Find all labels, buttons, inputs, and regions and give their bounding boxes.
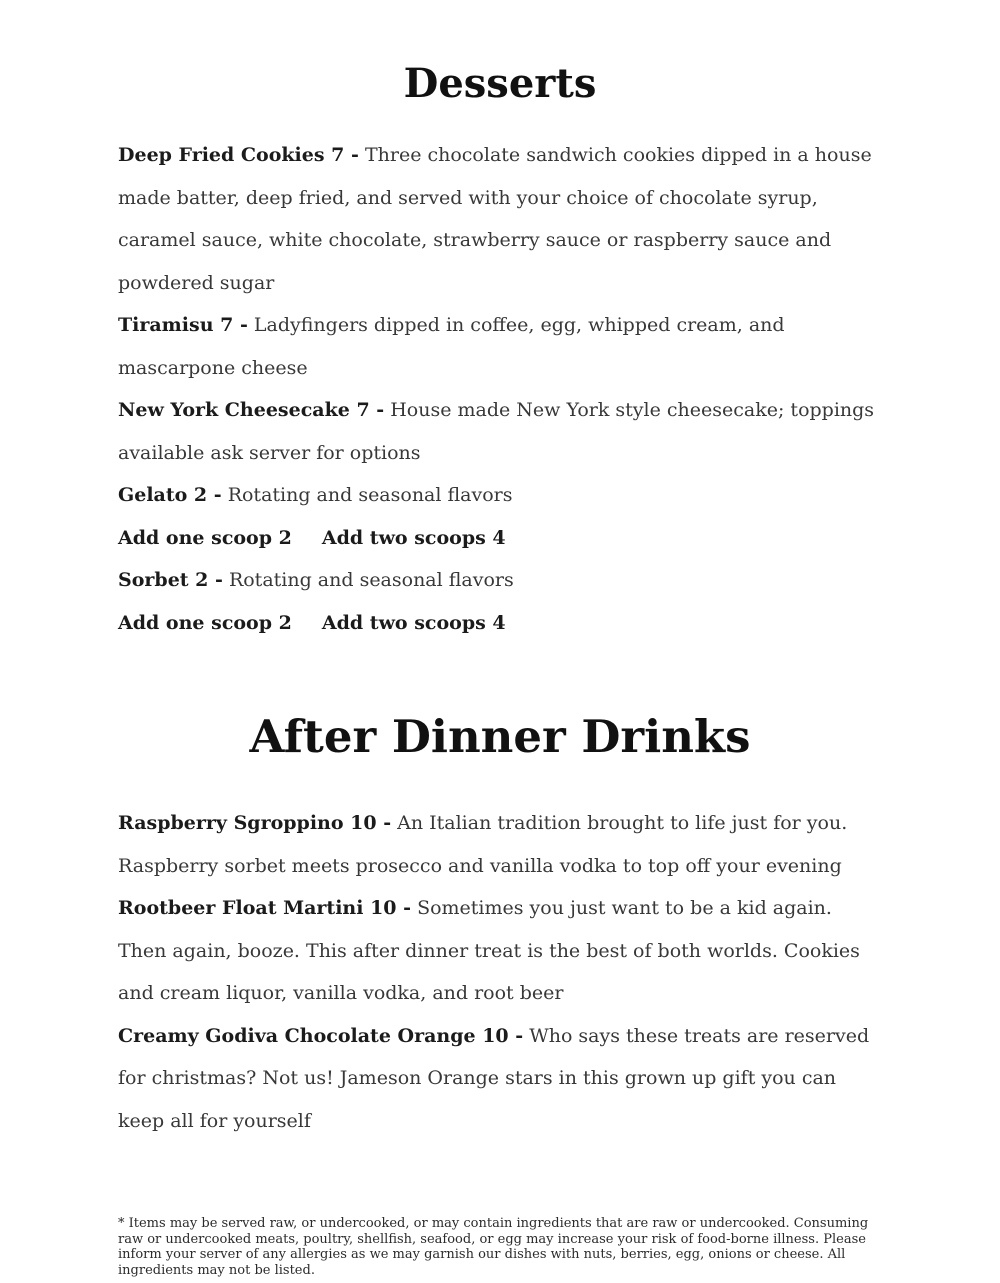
item-name: Tiramisu 7 - [118, 314, 248, 336]
item-description: An Italian tradition brought to life just for you. Raspberry sorbet meets prosecco and vanilla vodka to top off your evening [118, 812, 848, 877]
menu-item-sorbet-scoops [118, 602, 882, 645]
menu-page [0, 60, 1000, 1283]
item-name: Rootbeer Float Martini 10 - [118, 897, 412, 919]
item-name: Add one scoop 2 [118, 611, 292, 634]
menu-item-rootbeer-float-martini [118, 887, 882, 1015]
desserts-section [118, 134, 882, 644]
item-name: Deep Fried Cookies 7 - [118, 144, 359, 166]
menu-item-tiramisu [118, 304, 882, 389]
menu-item-raspberry-sgroppino [118, 802, 882, 887]
section-title-after-dinner-drinks: After Dinner Drinks [249, 710, 751, 763]
menu-item-new-york-cheesecake [118, 389, 882, 474]
item-description: Who says these treats are reserved for christmas? Not us! Jameson Orange stars in this grown up gift you can keep all for yourself [118, 1024, 870, 1132]
menu-item-creamy-godiva-chocolate-orange [118, 1015, 882, 1143]
item-name-secondary: Add two scoops 4 [321, 611, 506, 634]
item-name: Raspberry Sgroppino 10 - [118, 812, 392, 834]
disclaimer-text: * Items may be served raw, or undercooked, or may contain ingredients that are raw or undercooked. Consuming raw or undercooked meats, poultry, shellfish, seafood, or egg may increase your risk of food-borne illness. Please inform your server of any allergies as we may garnish our dishes with nuts, berries, egg, onions or cheese. All ingredients may not be listed. [118, 1216, 869, 1278]
item-name: New York Cheesecake 7 - [118, 399, 385, 421]
menu-item-gelato-scoops [118, 517, 882, 560]
after-dinner-drinks-section [118, 802, 882, 1142]
item-description: Rotating and seasonal flavors [227, 484, 513, 506]
section-title-desserts: Desserts [403, 60, 597, 107]
menu-item-gelato [118, 474, 882, 517]
menu-item-deep-fried-cookies [118, 134, 882, 304]
item-description: Three chocolate sandwich cookies dipped in a house made batter, deep fried, and served with your choice of chocolate syrup, caramel sauce, white chocolate, strawberry sauce or raspberry sauce and powdered sugar [118, 144, 872, 294]
item-description: House made New York style cheesecake; toppings available ask server for options [118, 399, 875, 464]
item-description: Ladyfingers dipped in coffee, egg, whipped cream, and mascarpone cheese [118, 314, 785, 379]
item-name: Sorbet 2 - [118, 569, 223, 591]
menu-item-sorbet [118, 559, 882, 602]
item-description: Sometimes you just want to be a kid again. Then again, booze. This after dinner treat is the best of both worlds. Cookies and cream liquor, vanilla vodka, and root beer [118, 897, 860, 1004]
item-name: Add one scoop 2 [118, 526, 292, 549]
item-name: Creamy Godiva Chocolate Orange 10 - [118, 1024, 524, 1047]
item-name: Gelato 2 - [118, 484, 222, 506]
item-name-secondary: Add two scoops 4 [321, 526, 506, 549]
item-description: Rotating and seasonal flavors [228, 569, 514, 591]
